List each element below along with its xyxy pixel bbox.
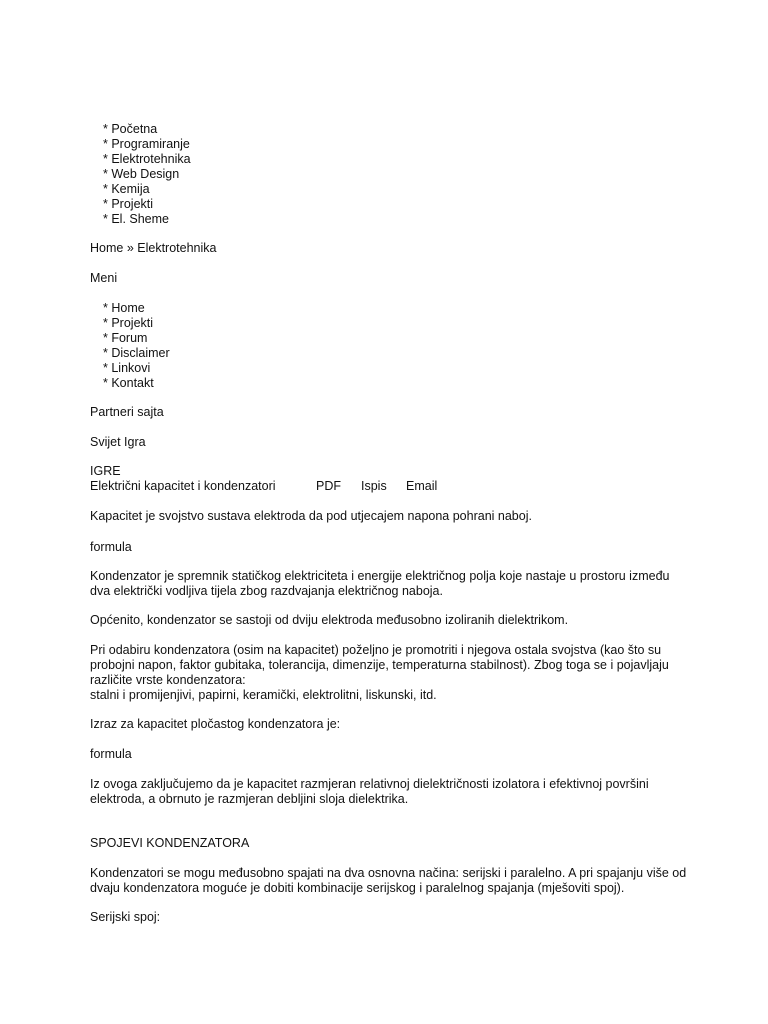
partner-link-svijet-igra[interactable]: Svijet Igra <box>90 435 146 449</box>
sidebar-item-disclaimer[interactable]: * Disclaimer <box>103 346 170 360</box>
paragraph-6: Iz ovoga zaključujemo da je kapacitet razmjeran relativnoj dielektričnosti izolatora i efektivnoj površini elektroda, a obrnuto je razmjeran debljini sloja dielektrika. <box>90 777 649 806</box>
top-nav-item-el-sheme[interactable]: * El. Sheme <box>103 212 170 226</box>
breadcrumb-current: Elektrotehnika <box>137 241 217 255</box>
print-link[interactable]: Ispis <box>361 479 387 493</box>
article-header <box>90 478 690 494</box>
top-nav-item-web-design[interactable]: * Web Design <box>103 167 180 181</box>
breadcrumb <box>90 241 690 256</box>
sidebar-item-kontakt[interactable]: * Kontakt <box>103 376 154 390</box>
article-title: Električni kapacitet i kondenzatori <box>90 479 276 493</box>
formula-1: formula <box>90 540 132 554</box>
paragraph-5: Izraz za kapacitet pločastog kondenzatora je: <box>90 717 341 731</box>
formula-2: formula <box>90 747 132 761</box>
paragraph-2: Kondenzator je spremnik statičkog elektriciteta i energije električnog polja koje nastaje u prostoru između dva električki vodljiva tijela zbog razdvajanja električnog naboja. <box>90 569 670 598</box>
top-nav-item-projekti[interactable]: * Projekti <box>103 197 154 211</box>
top-nav-item-programiranje[interactable]: * Programiranje <box>103 137 190 151</box>
sidebar-item-forum[interactable]: * Forum <box>103 331 148 345</box>
sidebar-item-home[interactable]: * Home <box>103 301 145 315</box>
paragraph-7: Kondenzatori se mogu međusobno spajati na dva osnovna načina: serijski i paralelno. A pri spajanju više od dvaju kondenzatora moguće je dobiti kombinacije serijskog i paralelnog spajanja (mješoviti spoj). <box>90 866 687 895</box>
sidebar-item-linkovi[interactable]: * Linkovi <box>103 361 151 375</box>
breadcrumb-separator: » <box>123 241 138 255</box>
section-heading: SPOJEVI KONDENZATORA <box>90 836 250 850</box>
breadcrumb-home-link[interactable]: Home <box>90 241 124 255</box>
top-nav-item-elektrotehnika[interactable]: * Elektrotehnika <box>103 152 191 166</box>
sidebar-item-projekti[interactable]: * Projekti <box>103 316 154 330</box>
paragraph-8: Serijski spoj: <box>90 910 161 924</box>
paragraph-1: Kapacitet je svojstvo sustava elektroda da pod utjecajem napona pohrani naboj. <box>90 509 532 523</box>
pdf-link[interactable]: PDF <box>316 479 341 493</box>
games-label[interactable]: IGRE <box>90 464 121 478</box>
email-link[interactable]: Email <box>406 479 438 493</box>
top-nav-item-kemija[interactable]: * Kemija <box>103 182 150 196</box>
paragraph-3: Općenito, kondenzator se sastoji od dviju elektroda međusobno izoliranih dielektrikom. <box>90 613 569 627</box>
menu-heading: Meni <box>90 271 118 285</box>
top-nav-item-pocetna[interactable]: * Početna <box>103 122 158 136</box>
paragraph-4: Pri odabiru kondenzatora (osim na kapacitet) poželjno je promotriti i njegova ostala svojstva (kao što su probojni napon, faktor gubitaka, tolerancija, dimenzije, temperaturna stabilnost). Zbog toga se i pojavljaju različite vrste kondenzatora: <box>90 643 669 687</box>
sidebar-menu <box>103 301 170 391</box>
top-nav <box>103 122 191 227</box>
partners-heading: Partneri sajta <box>90 405 164 419</box>
paragraph-4b: stalni i promijenjivi, papirni, keramički, elektrolitni, liskunski, itd. <box>90 688 437 702</box>
